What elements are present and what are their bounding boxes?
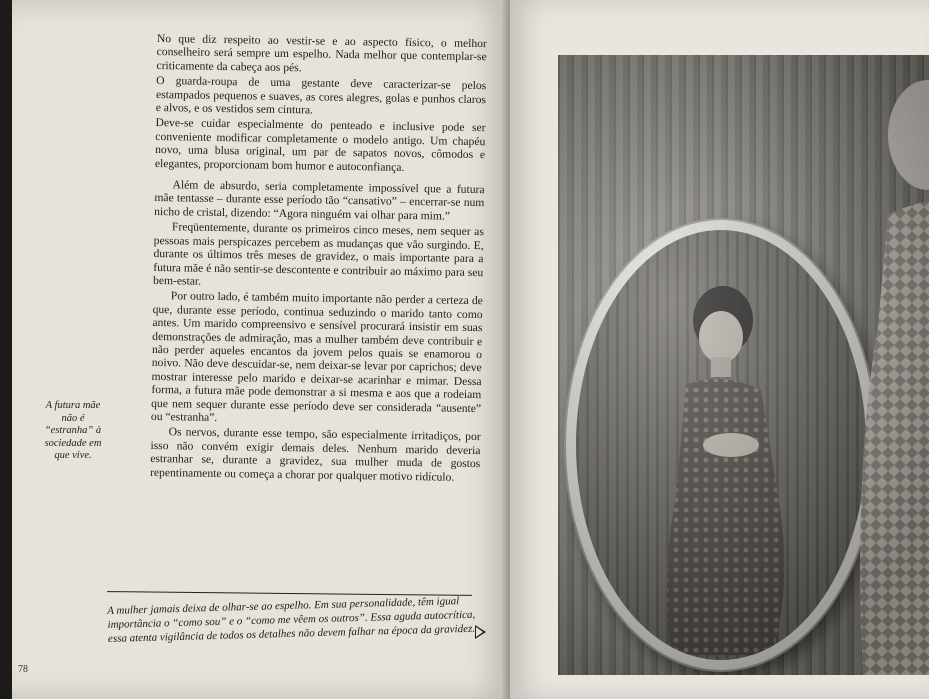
paragraph-2: O guarda-roupa de uma gestante deve caracterizar-se pelos estampados pequenos e suaves, as cores alegres, golas e punhos claros e alvos, e os vestidos sem cintura. bbox=[155, 74, 487, 117]
left-page bbox=[12, 0, 510, 699]
margin-note: A futura mãe não é “estranha” à sociedade em que vive. bbox=[44, 400, 102, 461]
paragraph-5: Freqüentemente, durante os primeiros cinco meses, nem sequer as pessoas mais perspicazes percebem as mudanças que vão surgindo. E, durante os últimos três meses de gravidez, o mais importante para a futura mãe é não sentir-se descontente e contribuir ao máximo para seu bem-estar. bbox=[152, 220, 485, 288]
paragraph-7: Os nervos, durante esse tempo, são especialmente irritadiços, por isso não convém exigir demais deles. Nenhum marido deveria estranhar se, durante a gravidez, sua mulher muda de gostos repentinamente ou começa a chorar por qualquer motivo ridículo. bbox=[149, 425, 481, 484]
paragraph-1: No que diz respeito ao vestir-se e ao aspecto físico, o melhor conselheiro será sempre um espelho. Nada melhor que contemplar-se criticamente da cabeça aos pés. bbox=[156, 32, 487, 75]
paragraph-6: Por outro lado, é também muito importante não perder a certeza de que, durante esse período, continua seduzindo o marido tanto como antes. Um marido compreensivo e sensível procurará insistir em suas demonstrações de admiração, mas a mulher também deve contribuir e não perder aqueles encantos da jovem pelos quais se enamorou o noivo. Não deve descuidar-se, nem deixar-se levar por caprichos; deve mostrar interesse pelo marido e deixar-se acarinhar e mimar. Dessa forma, a futura mãe pode demonstrar a si mesma e aos que a rodeiam que nem sequer durante esse período deve ser considerada “ausente” ou “estranha”. bbox=[150, 289, 483, 424]
arrow-right-icon bbox=[475, 625, 486, 639]
paragraph-3: Deve-se cuidar especialmente do penteado e inclusive pode ser conveniente modificar completamente o modelo antigo. Um chapéu novo, uma blusa original, um par de sapatos novos, cômodos e elegantes, proporcionam bom humor e autoconfiança. bbox=[154, 116, 486, 174]
page-number: 78 bbox=[18, 664, 28, 675]
photo-vignette bbox=[558, 55, 929, 675]
photo-caption: A mulher jamais deixa de olhar-se ao espelho. Em sua personalidade, têm igual importância o “como sou” e o “como me vêem os outros”. Essa aguda autocrítica, essa atenta vigilância de todos os detalhes não devem falhar na época da gravidez. bbox=[107, 595, 476, 645]
paragraph-4: Além de absurdo, seria completamente impossível que a futura mãe tentasse – durante esse período tão “cansativo” – encerrar-se num nicho de cristal, dizendo: “Agora ninguém vai olhar para mim.” bbox=[154, 178, 485, 223]
body-text bbox=[150, 32, 487, 486]
mirror-photograph bbox=[558, 55, 929, 675]
